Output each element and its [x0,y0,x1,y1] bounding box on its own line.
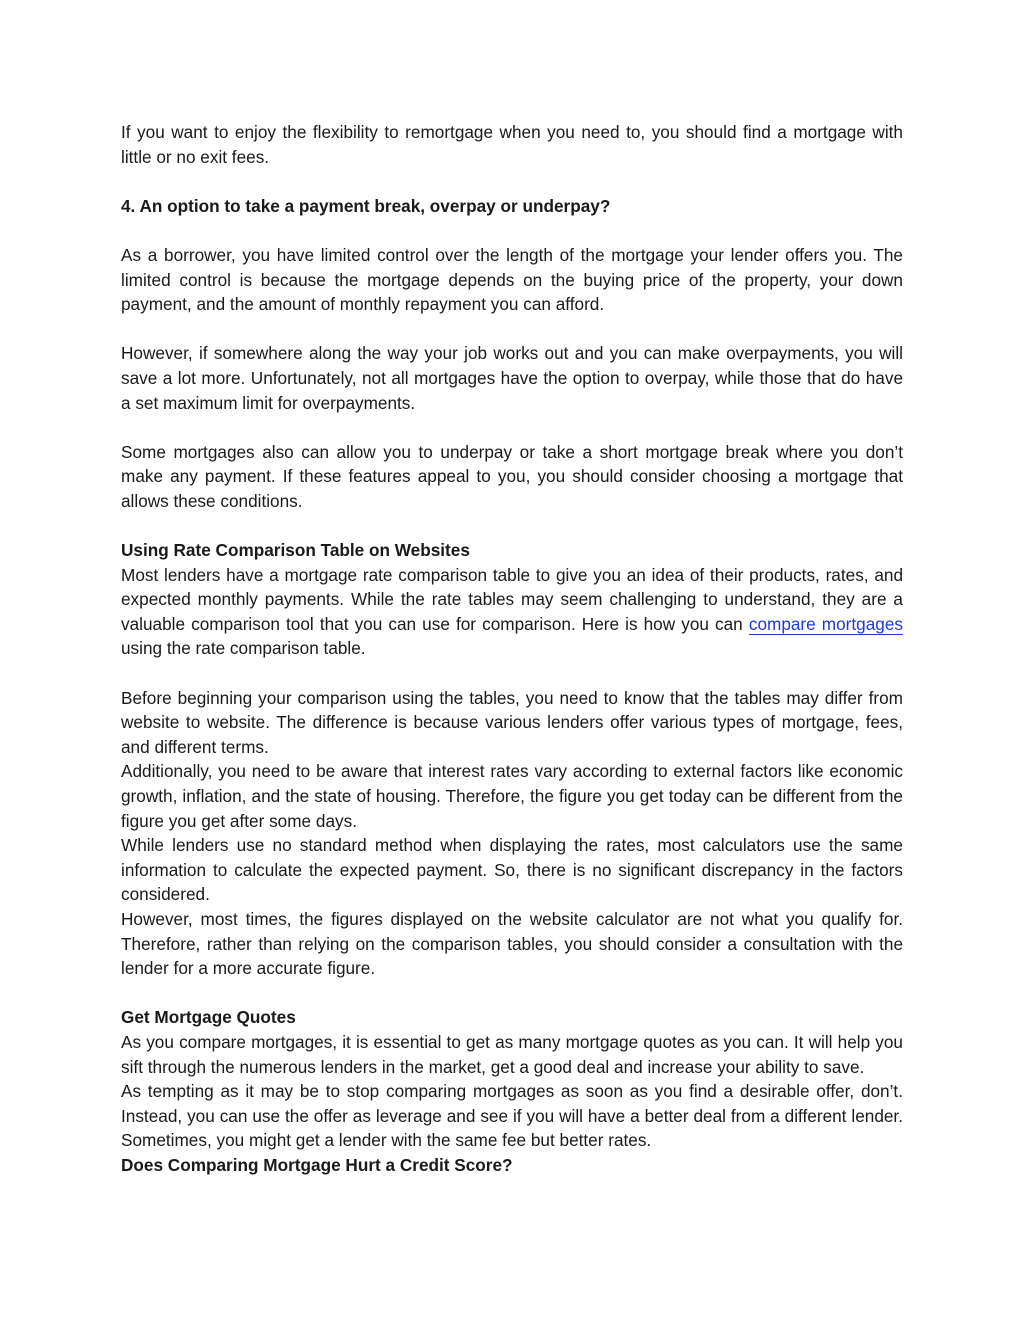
paragraph-remortgage-flexibility: If you want to enjoy the flexibility to remortgage when you need to, you should find a mortgage with little or no exit fees. [121,122,903,167]
paragraph-leverage: As tempting as it may be to stop comparing mortgages as soon as you find a desirable offer, don’t. Instead, you can use the offer as leverage and see if you will have a better deal from a different lender. Sometimes, you might get a lender with the same fee but better rates. [121,1081,903,1151]
heading-payment-break: 4. An option to take a payment break, overpay or underpay? [121,195,611,216]
heading-credit-score: Does Comparing Mortgage Hurt a Credit Score? [121,1154,513,1175]
compare-mortgages-link[interactable]: compare mortgages [748,613,904,634]
paragraph-tables-differ: Before beginning your comparison using the tables, you need to know that the tables may differ from website to website. The difference is because various lenders offer various types of mortgage, fees, and different terms. [121,687,903,757]
paragraph-interest-rates: Additionally, you need to be aware that interest rates vary according to external factors like economic growth, inflation, and the state of housing. Therefore, the figure you get today can be different from the figure you get after some days. [121,761,903,831]
paragraph-rate-tables [121,563,903,661]
paragraph-rate-tables-tail: using the rate comparison table. [121,638,366,659]
paragraph-standard-method: While lenders use no standard method when displaying the rates, most calculators use the same information to calculate the expected payment. So, there is no significant discrepancy in the factors considered. [121,835,903,905]
heading-mortgage-quotes: Get Mortgage Quotes [121,1007,296,1028]
paragraph-underpay: Some mortgages also can allow you to underpay or take a short mortgage break where you don’t make any payment. If these features appeal to you, you should consider choosing a mortgage that allows these conditions. [121,441,903,511]
paragraph-rate-tables-text: Most lenders have a mortgage rate comparison table to give you an idea of their products, rates, and expected monthly payments. While the rate tables may seem challenging to understand, they are a valuable comparison tool that you can use for comparison. Here is how you can [121,564,903,634]
heading-rate-comparison: Using Rate Comparison Table on Websites [121,540,470,561]
paragraph-limited-control: As a borrower, you have limited control over the length of the mortgage your lender offers you. The limited control is because the mortgage depends on the buying price of the property, your down payment, and the amount of monthly repayment you can afford. [121,244,903,315]
paragraph-qualify: However, most times, the figures displayed on the website calculator are not what you qualify for. Therefore, rather than relying on the comparison tables, you should consider a consultation with the lender for a more accurate figure. [121,909,903,979]
paragraph-overpayments: However, if somewhere along the way your job works out and you can make overpayments, you will save a lot more. Unfortunately, not all mortgages have the option to overpay, while those that do have a set maximum limit for overpayments. [121,343,903,413]
paragraph-many-quotes: As you compare mortgages, it is essential to get as many mortgage quotes as you can. It will help you sift through the numerous lenders in the market, get a good deal and increase your ability to save. [121,1031,903,1077]
document-body [121,120,903,1178]
